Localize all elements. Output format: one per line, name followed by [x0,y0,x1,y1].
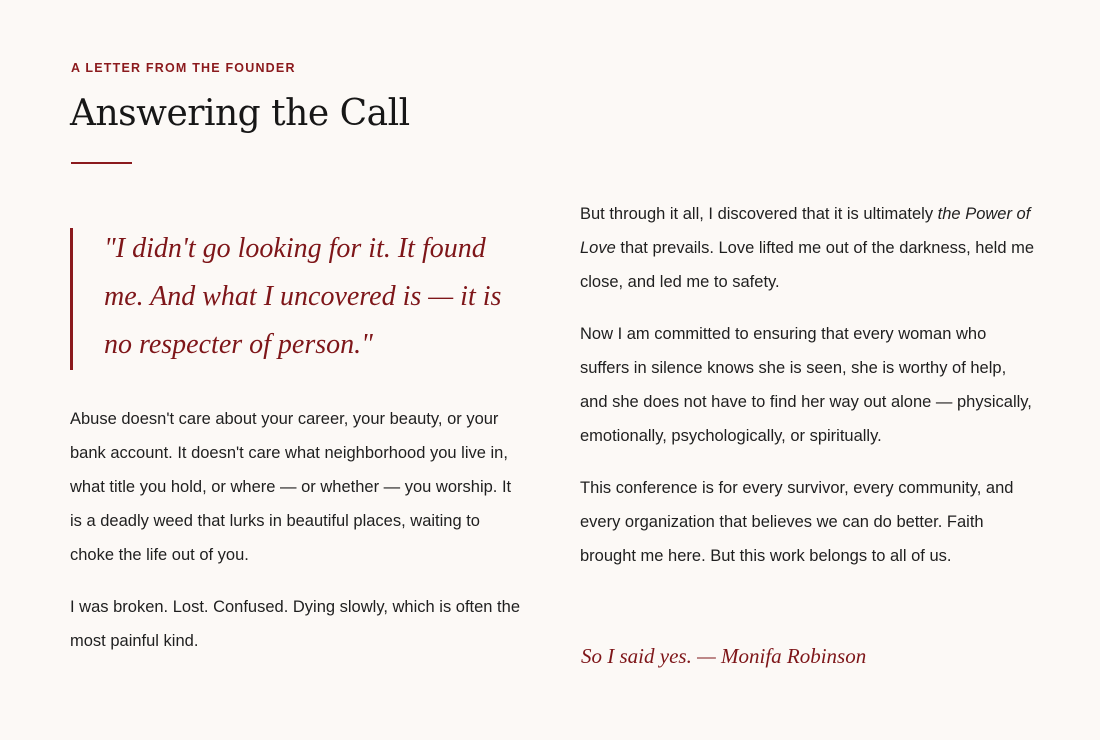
right-paragraph-1 [580,197,1035,299]
right-paragraph-1-start: But through it all, I discovered that it is ultimately [580,205,938,223]
left-paragraph-2: I was broken. Lost. Confused. Dying slowly, which is often the most painful kind. [70,598,520,650]
section-eyebrow: A LETTER FROM THE FOUNDER [71,61,296,75]
pull-quote-text: "I didn't go looking for it. It found me. And what I uncovered is — it is no respecter of person." [104,233,502,360]
power-of-love-emphasis: the Power of Love [580,205,1031,257]
title-divider [71,162,132,164]
right-paragraph-3: This conference is for every survivor, every community, and every organization that believes we can do better. Faith brought me here. But this work belongs to all of us. [580,479,1014,565]
left-column [70,402,520,658]
right-column [580,197,1035,591]
signature-line: So I said yes. — Monifa Robinson [581,644,867,668]
right-paragraph-2: Now I am committed to ensuring that every woman who suffers in silence knows she is seen, she is worthy of help, and she does not have to find her way out alone — physically, emotionally, psychologically, or spiritually. [580,325,1032,445]
page-title: Answering the Call [70,93,410,134]
right-paragraph-1-end: that prevails. Love lifted me out of the darkness, held me close, and led me to safety. [580,239,1035,291]
left-paragraph-1: Abuse doesn't care about your career, your beauty, or your bank account. It doesn't care what neighborhood you live in, what title you hold, or where — or whether — you worship. It is a deadly weed that lurks in beautiful places, waiting to choke the life out of you. [70,410,512,564]
pull-quote [70,228,520,370]
